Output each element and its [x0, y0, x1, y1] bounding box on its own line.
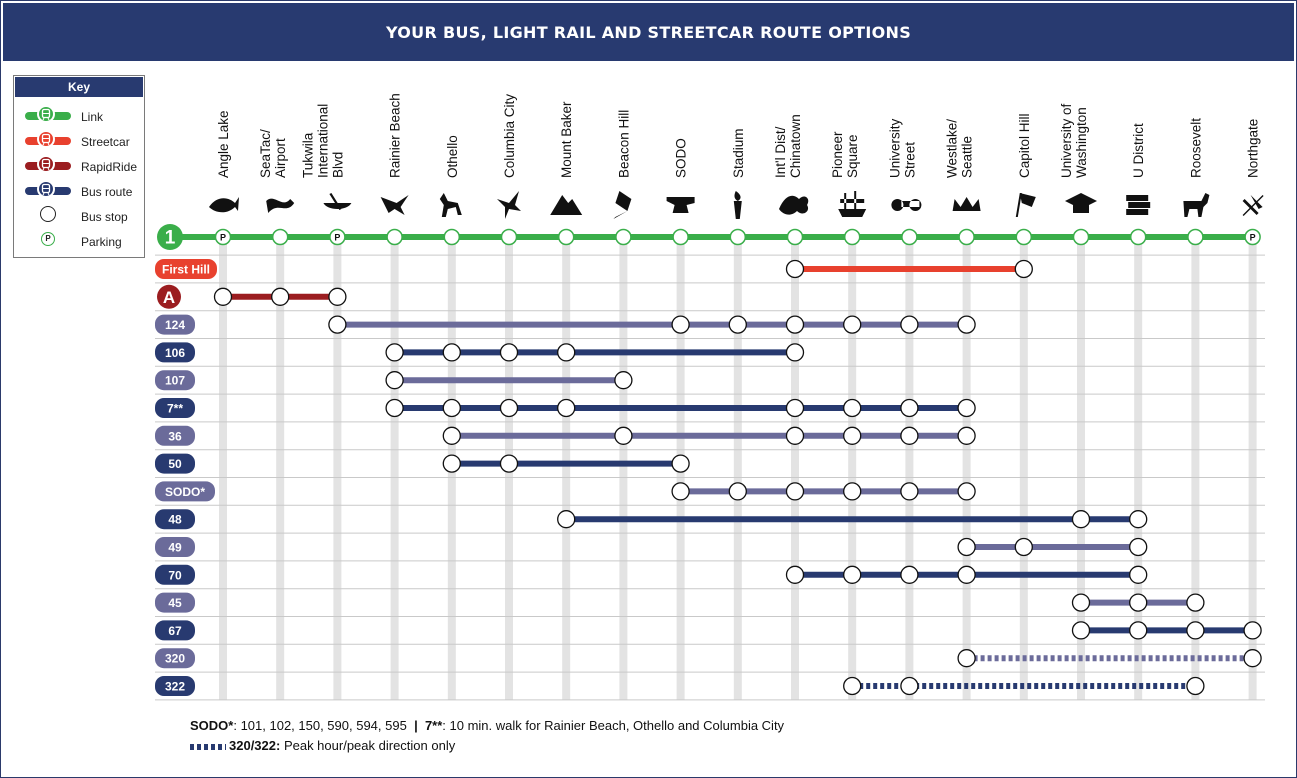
station-name: SODO	[673, 138, 689, 178]
bus-stop	[844, 316, 861, 333]
bus-stop	[958, 316, 975, 333]
moose-icon	[1183, 193, 1209, 217]
station-column	[391, 237, 399, 700]
link-station-stop	[1188, 230, 1203, 245]
link-station-stop	[730, 230, 745, 245]
station-column	[905, 237, 913, 700]
bus-stop	[386, 372, 403, 389]
bus-stop	[787, 344, 804, 361]
bird-icon-shape	[497, 191, 521, 219]
station-column	[734, 237, 742, 700]
station-name: U District	[1131, 123, 1147, 178]
bus-stop	[958, 566, 975, 583]
graduation-cap-icon-shape	[1065, 193, 1097, 213]
bus-stop	[1130, 539, 1147, 556]
route-badge-label: 48	[168, 512, 182, 527]
route-badge-label: A	[162, 287, 176, 307]
link-station-stop	[559, 230, 574, 245]
bus-stop	[558, 344, 575, 361]
parking-icon: P	[41, 232, 55, 246]
bus-stop	[215, 288, 232, 305]
binoculars-icon-shape	[891, 199, 921, 211]
airport-ribbon-icon	[266, 199, 294, 213]
canoe-icon-shape	[323, 193, 351, 210]
books-icon-shape	[1126, 195, 1150, 215]
flag-icon-shape	[1016, 193, 1036, 217]
link-station-stop	[902, 230, 917, 245]
bus-stop	[787, 566, 804, 583]
bus-stop	[1130, 622, 1147, 639]
bus-stop	[501, 455, 518, 472]
station-name: SeaTac/	[258, 129, 274, 178]
bus-stop	[672, 455, 689, 472]
bus-stop	[1073, 511, 1090, 528]
bus-stop	[615, 372, 632, 389]
bus-stop	[844, 566, 861, 583]
bus-stop	[1073, 622, 1090, 639]
bus-stop	[1015, 539, 1032, 556]
station-column	[963, 237, 971, 700]
bus-stop	[329, 288, 346, 305]
station-name: Pioneer	[830, 131, 846, 178]
bus-stop	[1244, 622, 1261, 639]
station-name: International	[315, 103, 331, 178]
route-badge-label: 49	[168, 540, 182, 555]
bus-stop	[672, 483, 689, 500]
footnote-peak-text: Peak hour/peak direction only	[280, 738, 456, 753]
parking-label: P	[1249, 232, 1256, 243]
bus-stop	[958, 400, 975, 417]
station-name: University of	[1059, 103, 1074, 178]
kite-icon-shape	[613, 191, 631, 219]
route-badge-label: SODO*	[164, 484, 206, 499]
bus-stop	[787, 400, 804, 417]
bus-stop	[901, 316, 918, 333]
bus-stop	[787, 483, 804, 500]
page-title: YOUR BUS, LIGHT RAIL AND STREETCAR ROUTE OPTIONS	[3, 3, 1294, 61]
bus-stop	[901, 400, 918, 417]
ship-icon	[838, 191, 866, 217]
link-station-stop	[845, 230, 860, 245]
route-badge-label: First Hill	[161, 262, 211, 277]
dragonfly-icon-shape	[1243, 195, 1264, 216]
station-name: Othello	[444, 135, 460, 178]
legend-item-label: Streetcar	[81, 135, 130, 149]
station-name: Stadium	[730, 128, 746, 178]
link-station-stop	[1131, 230, 1146, 245]
station-column	[333, 237, 341, 700]
footnote-peak-label: 320/322:	[229, 738, 281, 753]
deer-icon-shape	[440, 193, 462, 217]
bus-stop	[787, 261, 804, 278]
station-name: University	[887, 118, 903, 178]
station-column	[848, 237, 856, 700]
bus-stop	[443, 400, 460, 417]
station-column	[791, 237, 799, 700]
bus-stop	[844, 400, 861, 417]
bus-stop	[558, 400, 575, 417]
station-name: Capitol Hill	[1016, 113, 1032, 178]
salmon-icon	[209, 197, 239, 212]
station-column	[1020, 237, 1028, 700]
bus-stop	[443, 427, 460, 444]
link-station-stop	[959, 230, 974, 245]
bus-stop	[443, 455, 460, 472]
bus-stop	[1187, 678, 1204, 695]
route-badge-label: 107	[164, 373, 186, 388]
crown-icon-shape	[953, 197, 981, 211]
bus-stop	[1244, 650, 1261, 667]
bus-stop	[329, 316, 346, 333]
legend-title: Key	[15, 77, 143, 97]
footnote-separator: |	[414, 718, 418, 733]
station-name: Blvd	[330, 151, 346, 178]
bus-stop	[1130, 566, 1147, 583]
route-badge-label: 36	[168, 429, 182, 444]
station-name: Northgate	[1245, 118, 1261, 178]
bus-stop	[501, 344, 518, 361]
bus-stop	[958, 483, 975, 500]
bus-stop	[1073, 594, 1090, 611]
graduation-cap-icon	[1065, 193, 1097, 213]
legend-item-label: RapidRide	[81, 160, 138, 174]
binoculars-icon	[891, 199, 921, 211]
bus-stop	[729, 316, 746, 333]
bus-stop	[729, 483, 746, 500]
bus-stop	[615, 427, 632, 444]
route-badge-label: 70	[168, 568, 182, 583]
route-badge-label: 7**	[166, 401, 184, 416]
station-name: Roosevelt	[1188, 117, 1204, 178]
mountain-icon	[550, 195, 582, 215]
footnote-sodo-label: SODO*	[190, 718, 234, 733]
deer-icon	[440, 193, 462, 217]
dragonfly-icon	[1243, 195, 1264, 216]
station-name: Beacon Hill	[616, 109, 632, 178]
link-station-stop	[1016, 230, 1031, 245]
torch-icon	[734, 191, 742, 219]
route-badge-label: 67	[168, 623, 182, 638]
books-icon	[1126, 195, 1150, 215]
station-name: Columbia City	[502, 93, 517, 178]
station-column	[562, 237, 570, 700]
bus-stop	[844, 678, 861, 695]
route-badge-label: 106	[164, 345, 186, 360]
parking-label: P	[219, 232, 227, 243]
route-badge-label: 320	[164, 651, 186, 666]
station-name: Airport	[273, 138, 289, 178]
legend-item-label: Bus route	[81, 185, 133, 199]
bus-stop	[844, 483, 861, 500]
bus-stop	[386, 344, 403, 361]
salmon-icon-shape	[209, 197, 239, 212]
bus-stop	[386, 400, 403, 417]
link-station-stop	[673, 230, 688, 245]
mountain-icon-shape	[550, 195, 582, 215]
station-name: Street	[902, 141, 918, 178]
airport-ribbon-icon-shape	[266, 199, 294, 213]
bus-stop	[958, 650, 975, 667]
legend-item-label: Link	[81, 110, 104, 124]
bus-stop	[272, 288, 289, 305]
station-name: Seattle	[959, 135, 975, 178]
bus-stop	[901, 678, 918, 695]
link-station-stop	[788, 230, 803, 245]
station-name: Mount Baker	[559, 101, 575, 178]
canoe-icon	[323, 193, 351, 210]
link-line-label: 1	[164, 227, 176, 249]
station-column	[276, 237, 284, 700]
link-station-stop	[502, 230, 517, 245]
bus-stop	[501, 400, 518, 417]
link-station-stop	[273, 230, 288, 245]
crown-icon	[953, 197, 981, 211]
footnote-line-2	[190, 736, 784, 756]
bus-stop	[1130, 594, 1147, 611]
flag-icon	[1016, 193, 1036, 217]
link-station-stop	[444, 230, 459, 245]
bird-icon	[497, 191, 521, 219]
route-badge-label: 124	[164, 318, 186, 333]
bus-stop	[1015, 261, 1032, 278]
station-name: Washington	[1074, 107, 1089, 178]
station-name: Square	[845, 134, 861, 178]
anvil-icon-shape	[667, 197, 695, 213]
dragon-icon	[779, 196, 808, 215]
bus-stop	[1187, 594, 1204, 611]
station-name: Westlake/	[944, 118, 960, 178]
dashed-line-sample-icon	[190, 744, 226, 750]
route-badge-label: 45	[168, 596, 182, 611]
bus-stop	[901, 427, 918, 444]
legend-item-label: Bus stop	[81, 210, 128, 224]
bus-stop	[958, 539, 975, 556]
legend-item-label: Parking	[81, 235, 122, 249]
footnote-seven-text: : 10 min. walk for Rainier Beach, Othello and Columbia City	[442, 718, 785, 733]
anvil-icon	[667, 197, 695, 213]
dragon-icon-shape	[779, 196, 808, 215]
footnotes	[190, 716, 784, 756]
link-station-stop	[616, 230, 631, 245]
ship-icon-shape	[838, 191, 866, 217]
heron-icon	[381, 195, 409, 215]
moose-icon-shape	[1183, 193, 1209, 217]
station-name: Tukwila	[300, 132, 316, 178]
station-column	[219, 237, 227, 700]
station-name: Rainier Beach	[387, 93, 403, 178]
bus-stop	[1187, 622, 1204, 639]
link-station-stop	[387, 230, 402, 245]
bus-stop	[1130, 511, 1147, 528]
bus-stop	[901, 483, 918, 500]
bus-stop	[787, 427, 804, 444]
bus-stop	[672, 316, 689, 333]
station-name: Chinatown	[788, 114, 803, 178]
link-station-stop	[1074, 230, 1089, 245]
bus-stop	[443, 344, 460, 361]
bus-stop	[844, 427, 861, 444]
bus-stop	[787, 316, 804, 333]
station-column	[619, 237, 627, 700]
bus-stop	[901, 566, 918, 583]
bus-stop	[558, 511, 575, 528]
parking-label: P	[334, 232, 341, 243]
route-badge-label: 322	[164, 679, 186, 694]
kite-icon	[613, 191, 631, 219]
heron-icon-shape	[381, 195, 409, 215]
torch-icon-shape	[734, 191, 742, 219]
station-name: Angle Lake	[216, 110, 231, 178]
footnote-sodo-text: : 101, 102, 150, 590, 594, 595	[233, 718, 407, 733]
footnote-line-1	[190, 716, 784, 736]
bus-stop	[958, 427, 975, 444]
route-badge-label: 50	[168, 457, 182, 472]
station-name: Int'l Dist/	[773, 126, 788, 178]
footnote-seven-label: 7**	[424, 718, 443, 733]
